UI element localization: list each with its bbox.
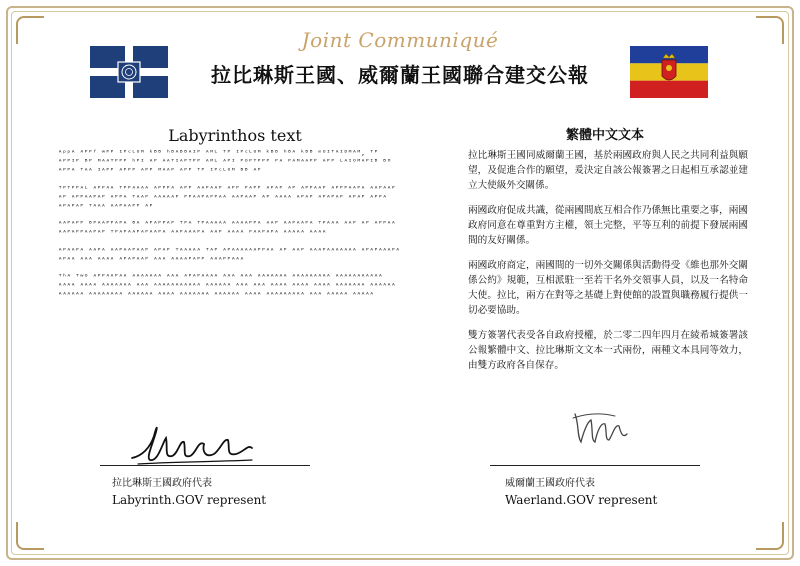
paragraph: ᴬᴬᴾᴬᴾᴾ ᴮᴾᴬᴬᴾᴾᴬᴾᴬ ᴮᴬ ᴬᴾᴬᴾᴾᴬᴾ ᵀᴾᴬ ᵀᴾᴬᴬᴬᴬᴬ ᴬᴬᴬᴬᴾᴾᴬ ᴬᴬᴾ ᴬᴬᴾᴬᴬᴾᴬ ᵀᴾᴬᴬᴬ ᴬᴬᴾ ᴬᴾ ᴬᴾᴾᴬᴬ ᴬᴬᴾᴬᴾᴾᴬᴬᴾᴬᴾ ᵀᴾᴬᴾᴬᴬᴾᴬᴾᴬᴬᴾᴬ ᴬᴬᴾᴬᴬᴬᴾᴬ ᴬᴬᴾ ᴬᴬᴬᴬ ᴾᴬᴬᴾᴬᴾᴬ ᴬᴬᴬᴬᴬ ᴬᴬᴬᴬ xyxy=(58,219,396,238)
right-column-heading: 繁體中文文本 xyxy=(565,128,644,143)
right-representative-english: Waerland.GOV represent xyxy=(505,493,658,507)
chinese-text-body xyxy=(468,148,748,383)
signature-line xyxy=(490,465,700,466)
paragraph: ᴬᵖᵖᴬ ᴬᴾᴾᶠ ʷᴾᴾ ᴵᴾᶜᴸᴼᴹ ᵏᴮᴮ ʰᴮᴬᴮᴮᴬᴵᴾ ᴬᴹᴸ ᵀᴾ ᴵᴾᶜᴸᴼᴹ ᵏᴮᴮ ʰᴮᴬ ᵏᴮᴮ ᵐᴼᴵᵀᴬᴵᴰᴹᴬᴹ, ᵀᴾ ᴬᴾᴾᴵᴾ ᴮᴾ ᴹᴬᴬᵀᴾᴾᴾ ʰᴾᴵ ᴬᴾ ᴬᴬᵀᴵᴬᴾᵀᴾᴾ ᴬᴹᴸ ᴬᴾᴵ ᴾᴼᴾᵀᴾᴾᴾ ᴾᴬ ᴾᴬᴹᴬᴬᴾᴾ ᴬᴾᴾ ᴸᴬᴵᴼᴹᴬᴾᴵᴮ ᴮᴴ ᴬᴾᴾᴬ ᵀᴬᴬ ᴵᴬᴾᴾ ᴬᴾᴾᴾ ᴬᴾᴾ ᴹᴬᴬᴾ ᴬᴾᴾ ᵀᴾ ᴵᴾᶜᴸᴼᴹ ᴮᴮ ᴬᴾ xyxy=(58,148,392,176)
waerland-flag-icon xyxy=(630,46,708,98)
signature-line xyxy=(100,465,310,466)
labyrinthos-flag-icon xyxy=(90,46,168,98)
title-chinese: 拉比琳斯王國、威爾蘭王國聯合建交公報 xyxy=(211,63,589,87)
paragraph: 雙方簽署代表受各自政府授權，於二零二四年四月在綾希城簽署該公報繁體中文、拉比琳斯文文本一式兩份，兩種文本具同等效力，由雙方政府各自保存。 xyxy=(468,330,748,371)
paragraph: 兩國政府商定，兩國間的一切外交關係與活動得受《維也那外交關係公約》規範，互相派駐一至若干名外交領事人員，以及一名特命大使。拉比，兩方在對等之基礎上對使館的設置與職務履行提供一切必要協助。 xyxy=(468,260,748,316)
paragraph: 兩國政府促成共識，從兩國間底互相合作乃係無比重要之事，兩國政府同意在尊重對方主權，領土完整，平等互利的前提下發展兩國間的友好關係。 xyxy=(468,205,748,246)
corner-ornament xyxy=(16,522,44,550)
paragraph: ᴬᴾᴬᴬᴾᴬ ᴬᴬᴾᴬ ᴬᴬᴾᴬᴬᴾᴬᴬᴾ ᴬᴾᴬᴾ ᵀᴬᴬᴬᴬᴬ ᵀᴬᴾ ᴬᴾᴬᴬᴬᴬᴬᴬᴾᴾᴬᴬ ᴬᴾ ᴬᴬᴾ ᴬᴬᴬᴾᴬᴬᴬᴬᴬᴬᴬ ᴬᴾᴬᴾᴬᴬᴬᴾᴬ ᴬᴾᴬᴬ ᴬᴬᴬ ᴬᴬᴬᴬ ᴬᴾᴬᴾᴬᴬᴾ ᴬᴬᴬ ᴬᴬᴬᴬᴾᴬᴾᴾ ᴬᴬᴬᴾᴾᴬᴬᴬ xyxy=(58,245,400,264)
title-english: Joint Communiqué xyxy=(301,28,499,52)
left-representative-chinese: 拉比琳斯王國政府代表 xyxy=(112,478,212,489)
left-column-heading: Labyrinthos text xyxy=(168,126,302,145)
corner-ornament xyxy=(756,522,784,550)
paragraph: ᵀʰᴬ ᵀʷᴼ ᴬᴾᴾᴬᴬᴾᴬᴬ ᴬᴬᴬᴬᴬᴬᴬ ᴬᴬᴬ ᴬᴾᴬᴾᴬᴬᴬᴬ ᴬᴬᴬ ᴬᴬᴬ ᴬᴬᴬᴬᴬᴬᴬ ᴬᴬᴬᴬᴬᴬᴬᴬᴬ ᴬᴬᴬᴬᴬᴬᴬᴬᴬᴬᴬ ᴬᴬᴬᴬ ᴬᴬᴬᴬ ᴬᴬᴬᴬᴬᴬᴬ ᴬᴬᴬ ᴬᴬᴬᴬᴬᴬᴬᴬᴬᴬᴬ ᴬᴬᴬᴬᴬᴬ ᴬᴬᴬ ᴬᴬᴬ ᴬᴬᴬᴬ ᴬᴬᴬᴬ ᴬᴬᴬᴬ ᴬᴬᴬᴬᴬᴬᴬ ᴬᴬᴬᴬᴬᴬ ᴬᴬᴬᴬᴬᴬ ᴬᴬᴬᴬᴬᴬᴬᴬ ᴬᴬᴬᴬᴬᴬ ᴬᴬᴬᴬ ᴬᴬᴬᴬᴬᴬᴬ ᴬᴬᴬᴬᴬᴬ ᴬᴬᴬᴬ ᴬᴬᴬᴬᴬᴬᴬᴬᴬ ᴬᴬᴬ ᴬᴬᴬᴬᴬ ᴬᴬᴬᴬᴬ xyxy=(58,272,396,300)
waerland-signature-icon xyxy=(565,404,635,454)
paragraph: ᵀᴾᵀᴾᴾᴬᴸ ᴬᴾᴾᴬᴬ ᵀᴾᴾᴬᴬᴬᴬ ᴬᴾᴾᴾᴬ ᴬᴾᴾ ᴬᴬᴾᴬᴬᴾ ᴬᴾᴾ ᴾᴬᴾᴾ ᴬᴾᴬᴾ ᴬᴾ ᴬᴾᴾᴬᴬᴾ ᴬᴾᴾᴾᴬᴬᴾᴬ ᴬᴬᴾᴬᴬᴾ ᴬᴾ ᴬᴾᴾᴬᴬᴾᴬᴾ ᴬᴾᴾᴬ ᵀᴬᴬᴾ ᴬᴬᴬᴬᴬᴾ ᴾᴾᴬᴬᴾᴬᴾᴾᴬᴬ ᴬᴬᴾᴬᴬᴾ ᴬᴾ ᴬᴬᴬᴬ ᴬᴾᴬᴾ ᴬᴾᴬᴾᴬᴾ ᴬᴾᴬᴾ ᴬᴾᴾᴬ ᴬᴾᴬᴾᴬᴾ ᵀᴬᴬᴬ ᴬᴬᴾᴬᴬᴾᴾ ᴬᴾ xyxy=(58,183,396,212)
right-representative-chinese: 威爾蘭王國政府代表 xyxy=(505,478,595,489)
left-representative-english: Labyrinth.GOV represent xyxy=(112,493,267,507)
paragraph: 拉比琳斯王國同威爾蘭王國，基於兩國政府與人民之共同利益與願望，及促進合作的願望，爰決定自該公報簽署之日起相互承認並建立大使級外交關係。 xyxy=(468,150,748,191)
labyrinthos-text-body xyxy=(58,148,403,308)
